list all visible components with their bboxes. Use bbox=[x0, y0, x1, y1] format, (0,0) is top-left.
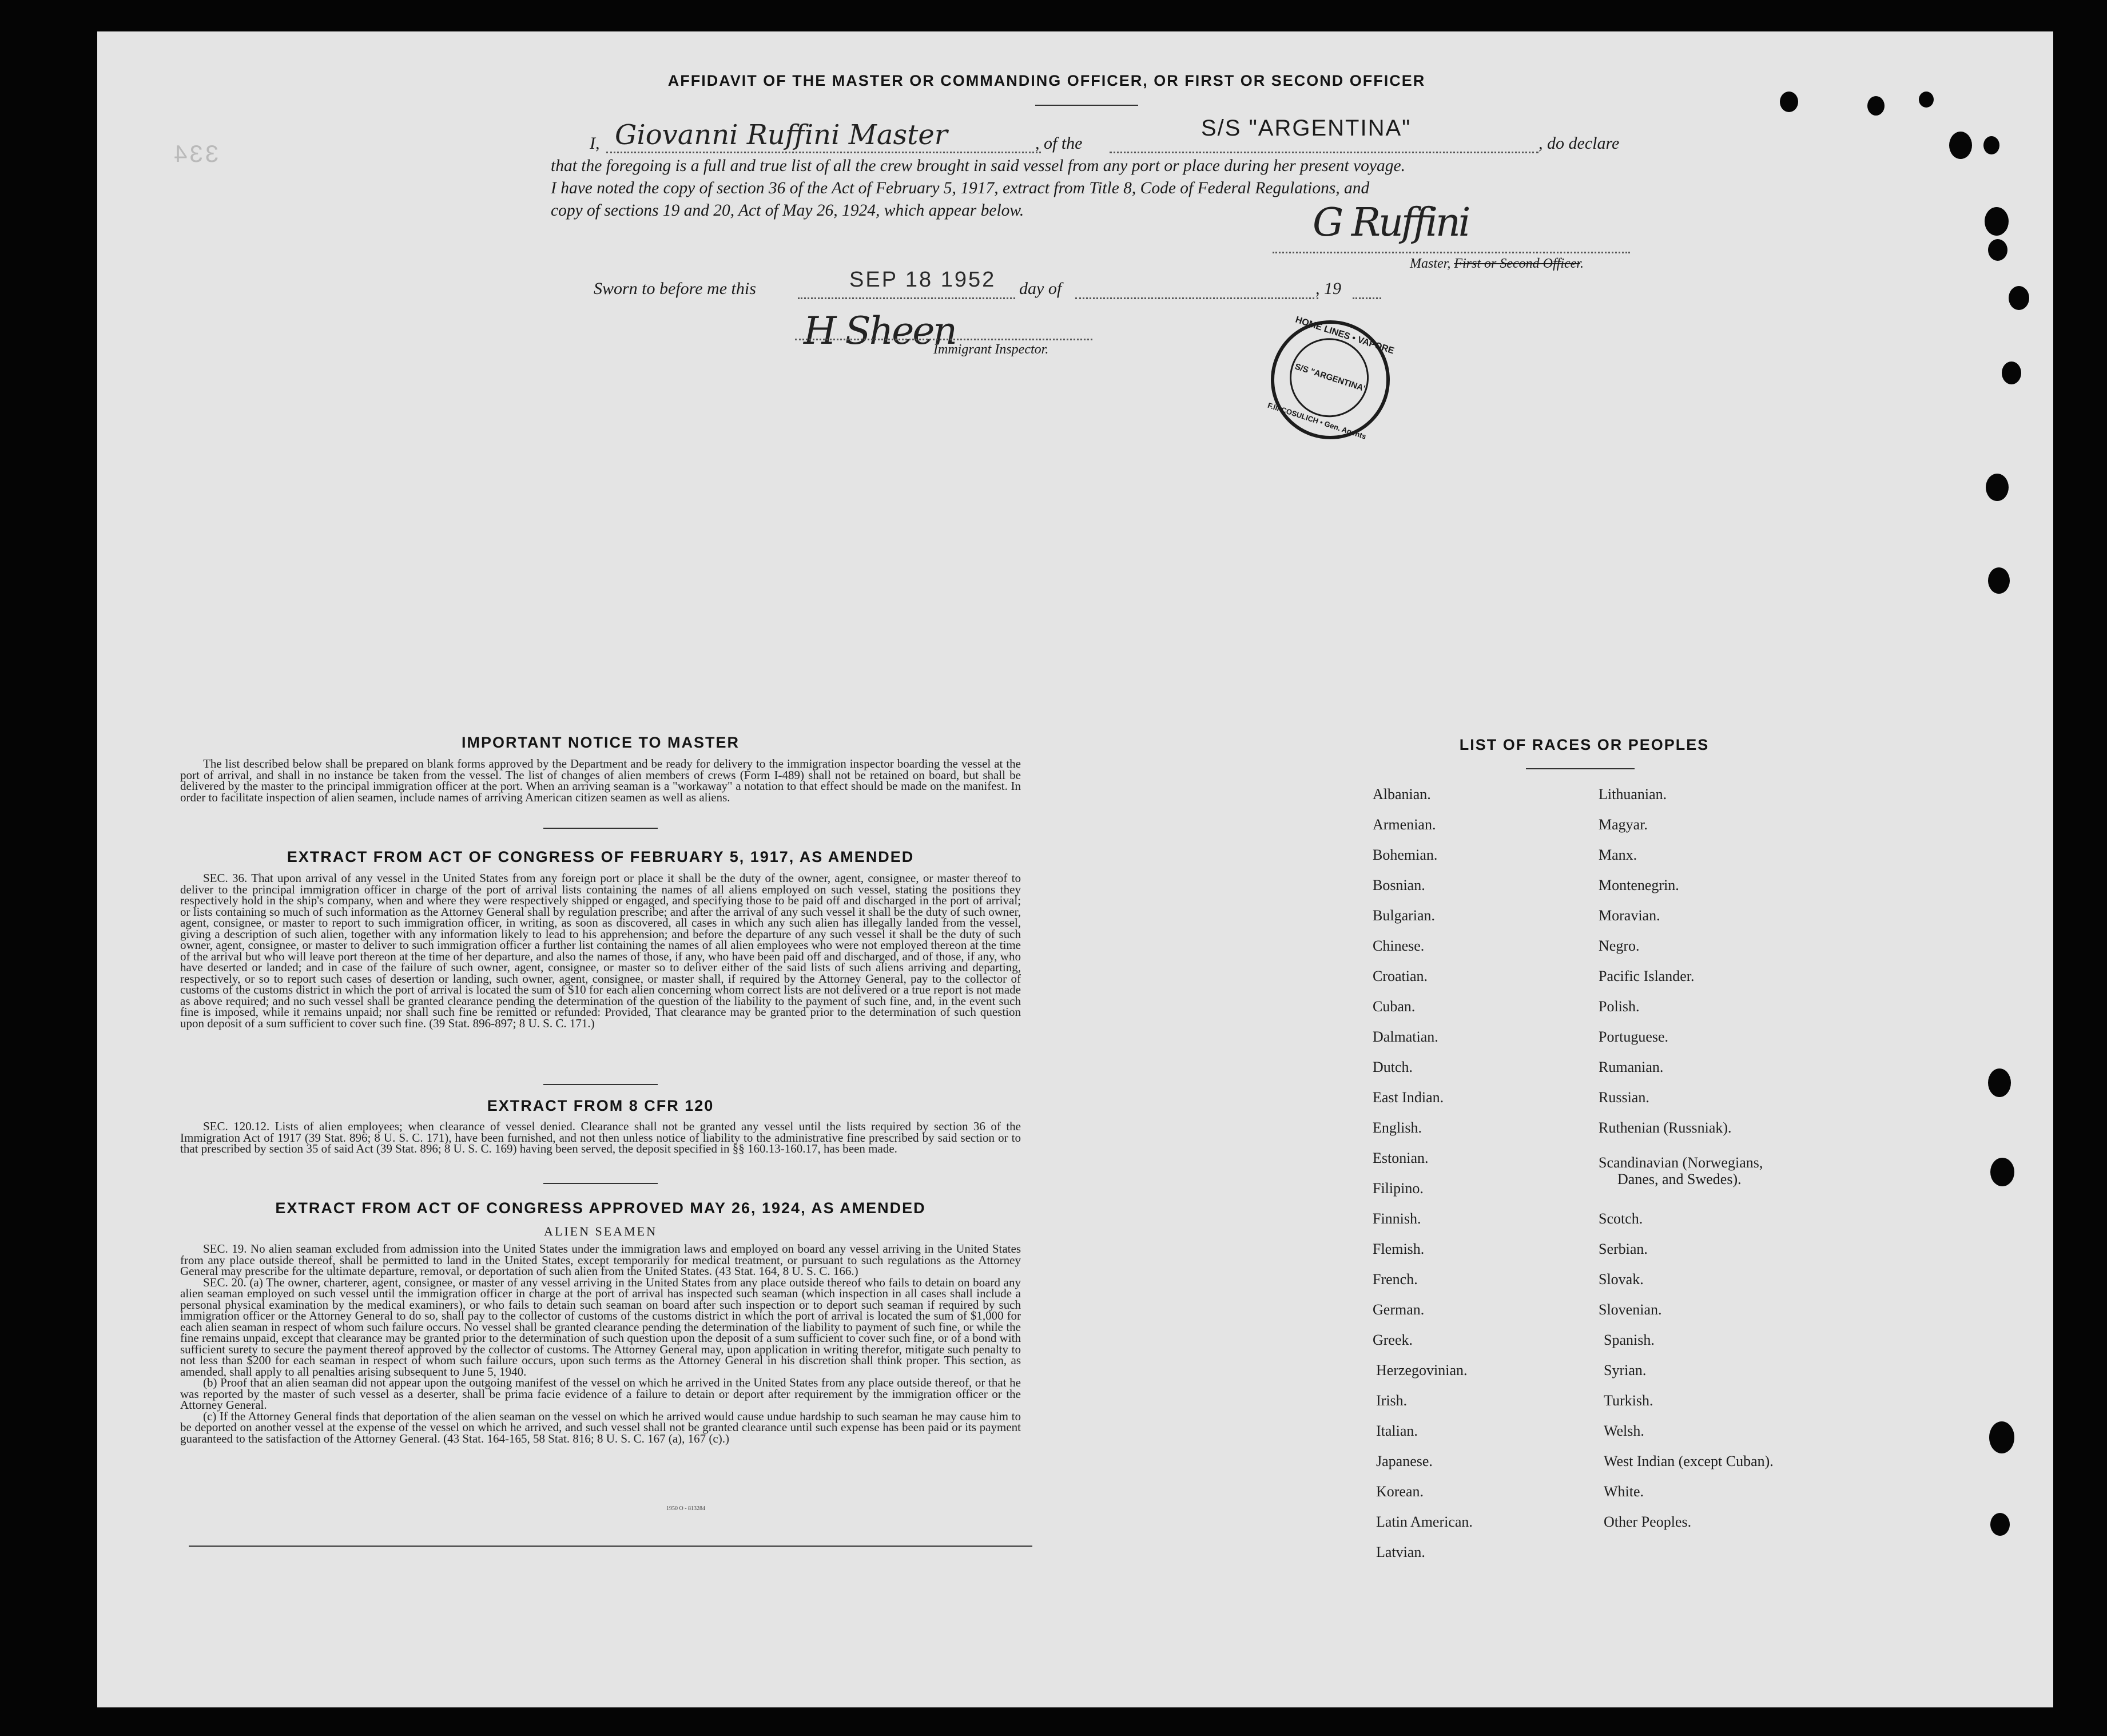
punch-hole bbox=[1985, 207, 2009, 236]
race-item: French. bbox=[1373, 1271, 1418, 1288]
sworn-year: , 19 bbox=[1315, 279, 1341, 298]
sec-20b-paragraph: (b) Proof that an alien seaman did not appear upon the outgoing manifest of the vessel on which he arrived in the United States from any place outside thereof, or that he was reported by the master of such vessel as a deserter, shall be prima facie evidence of a failure to detain or deport after requirement by the immigration officer or the Attorney General. bbox=[180, 1376, 1021, 1412]
race-item: Bohemian. bbox=[1373, 847, 1438, 863]
affidavit-i: I, bbox=[590, 134, 600, 153]
notice-body: The list described below shall be prepared on blank forms approved by the Department and be ready for delivery to the immigration inspector boarding the vessel at the port of arrival, and shall in no instance be taken from the vessel. The list of changes of alien members of crews (Form I-489) shall not be retained on board, but shall be delivered by the master to the principal immigration officer at the port. When an arriving seaman is a "workaway" a notation to that effect should be made on the manifest. In order to facilitate inspection of alien seamen, include names of arriving American citizen seamen as well as aliens. bbox=[180, 757, 1021, 804]
sec-20c-paragraph: (c) If the Attorney General finds that deportation of the alien seaman on the vessel on which he arrived would cause undue hardship to such seaman he may cause him to be deported on another vessel at the expense of the vessel on which he arrived, and such vessel shall not be granted clearance until such expense has been paid or its payment guaranteed to the satisfaction of the Attorney General. (43 Stat. 164-165, 58 Stat. 816; 8 U. S. C. 167 (a), 167 (c).) bbox=[180, 1409, 1021, 1445]
extract-1917-rule bbox=[543, 1084, 658, 1085]
inspector-signature: H Sheen bbox=[804, 309, 956, 353]
race-item: Estonian. bbox=[1373, 1150, 1429, 1166]
race-item: White. bbox=[1604, 1483, 1644, 1500]
extract-1924-body bbox=[180, 1244, 1021, 1444]
extract-1924-title: EXTRACT FROM ACT OF CONGRESS APPROVED MAY 26, 1924, AS AMENDED bbox=[275, 1199, 926, 1217]
race-item: Flemish. bbox=[1373, 1241, 1425, 1257]
extract-cfr-title: EXTRACT FROM 8 CFR 120 bbox=[487, 1097, 714, 1114]
extract-cfr-body: SEC. 120.12. Lists of alien employees; when clearance of vessel denied. Clearance shall not be granted any vessel until the lists required by section 36 of the Immigration Act of 1917 (39 Stat. 896; 8 U. S. C. 171), have been furnished, and not then unless notice of liability to the administrative fine prescribed by said section or to that prescribed by section 35 of said Act (39 Stat. 896; 8 U. S. C. 169) having been served, the deposit specified in §§ 160.13-160.17, has been made. bbox=[180, 1119, 1021, 1155]
signature-line bbox=[1273, 252, 1630, 253]
punch-hole bbox=[1949, 132, 1972, 159]
affidavit-title: AFFIDAVIT OF THE MASTER OR COMMANDING OFFICER, OR FIRST OR SECOND OFFICER bbox=[667, 72, 1426, 89]
race-item: Other Peoples. bbox=[1604, 1513, 1692, 1530]
race-item: Montenegrin. bbox=[1599, 877, 1679, 893]
race-item: Greek. bbox=[1373, 1332, 1413, 1348]
title-rule bbox=[1035, 105, 1138, 106]
name-line bbox=[606, 152, 1041, 153]
race-item: Slovenian. bbox=[1599, 1301, 1662, 1318]
race-item: Latvian. bbox=[1376, 1544, 1425, 1560]
race-item: Slovak. bbox=[1599, 1271, 1644, 1288]
stamp-top-text: HOME LINES • VAPORE bbox=[1294, 315, 1396, 356]
master-signature: G Ruffini bbox=[1313, 200, 1469, 245]
race-item: Chinese. bbox=[1373, 937, 1425, 954]
affidavit-line-3: I have noted the copy of section 36 of the Act of February 5, 1917, extract from Title 8, Code of Federal Regulations, and bbox=[551, 179, 1370, 197]
races-rule bbox=[1526, 768, 1635, 769]
extract-1917-body: SEC. 36. That upon arrival of any vessel in the United States from any foreign port or place it shall be the duty of the owner, agent, consignee, or master thereof to deliver to the principal immigration officer in charge of the port of arrival lists containing the names of all aliens employed on such vessel, stating the positions they respectively hold in the ship's company, when and where they were respectively shipped or engaged, and specifying those to be paid off and discharged in the port of arrival; or lists containing so much of such information as the Attorney General shall by regulation prescribe; and after the arrival of any such vessel it shall be the duty of such owner, agent, consignee, or master to report to such immigration officer, in writing, as soon as discovered, all cases in which any such alien has illegally landed from the vessel, giving a description of such alien, together with any information likely to lead to his apprehension; and before the departure of any such vessel it shall be the duty of such owner, agent, consignee, or master to deliver to such immigration officer a further list containing the names of all alien employees who were not employed thereon at the time of the arrival but who will leave port thereon at the time of her departure, and also the names of those, if any, who have been paid off and discharged, and of those, if any, who have deserted or landed; and in case of the failure of such owner, agent, consignee, or master so to deliver either of the said lists of such aliens arriving and departing, respectively, or so to report such cases of desertion or landing, such owner, agent, consignee, or master shall, if required by the Attorney General, pay to the collector of customs of the customs district in which the port of arrival is located the sum of $10 for each alien concerning whom correct lists are not delivered or a true report is not made as above required; and no such vessel shall be granted clearance pending the determination of the question of the liability to the payment of such fine, and, in the event such fine is imposed, while it remains unpaid; nor shall such fine be remitted or refunded: Provided, That clearance may be granted prior to the determination of such question upon deposit of a sum sufficient to cover such fine. (39 Stat. 896-897; 8 U. S. C. 171.) bbox=[180, 871, 1021, 1030]
race-item: Syrian. bbox=[1604, 1362, 1647, 1379]
race-item: Turkish. bbox=[1604, 1392, 1653, 1409]
punch-hole bbox=[1988, 1068, 2011, 1097]
affidavit-line-2: that the foregoing is a full and true list of all the crew brought in said vessel from any port or place during her present voyage. bbox=[551, 157, 1405, 175]
race-item: Japanese. bbox=[1376, 1453, 1433, 1469]
date-stamp: SEP 18 1952 bbox=[849, 268, 996, 292]
punch-hole bbox=[2002, 361, 2021, 384]
sworn-month-line bbox=[1075, 297, 1318, 299]
race-item: Pacific Islander. bbox=[1599, 968, 1695, 984]
signature-label-struck: First or Second Officer bbox=[1454, 256, 1580, 271]
affidavit-of-the: , of the bbox=[1035, 134, 1083, 153]
race-item: Finnish. bbox=[1373, 1210, 1421, 1227]
race-item: Herzegovinian. bbox=[1376, 1362, 1468, 1379]
punch-hole bbox=[2009, 286, 2029, 310]
race-item: Bosnian. bbox=[1373, 877, 1425, 893]
sworn-date-line bbox=[798, 297, 1015, 299]
race-item: Danes, and Swedes). bbox=[1617, 1171, 1742, 1187]
race-item: German. bbox=[1373, 1301, 1425, 1318]
affidavit-line-4: copy of sections 19 and 20, Act of May 26, 1924, which appear below. bbox=[551, 201, 1024, 220]
signature-label-master: Master, bbox=[1410, 256, 1454, 271]
punch-hole bbox=[1867, 96, 1885, 116]
sworn-prefix: Sworn to before me this bbox=[594, 279, 756, 298]
punch-hole bbox=[1990, 1158, 2014, 1186]
race-item: Portuguese. bbox=[1599, 1028, 1669, 1045]
punch-hole bbox=[1983, 136, 1999, 154]
punch-hole bbox=[1988, 567, 2010, 594]
race-item: Croatian. bbox=[1373, 968, 1428, 984]
notice-rule bbox=[543, 828, 658, 829]
vessel-line bbox=[1110, 152, 1538, 153]
punch-hole bbox=[1989, 1421, 2014, 1453]
vessel-name: S/S "ARGENTINA" bbox=[1201, 116, 1412, 141]
race-item: Dutch. bbox=[1373, 1059, 1413, 1075]
race-item: East Indian. bbox=[1373, 1089, 1444, 1106]
print-code: 1950 O - 813284 bbox=[666, 1505, 706, 1512]
race-item: Albanian. bbox=[1373, 786, 1431, 803]
punch-hole bbox=[1988, 239, 2007, 261]
race-item: Spanish. bbox=[1604, 1332, 1655, 1348]
signature-label bbox=[1410, 256, 1584, 272]
race-item: Dalmatian. bbox=[1373, 1028, 1438, 1045]
margin-mark: 334 bbox=[172, 140, 219, 167]
race-item: Welsh. bbox=[1604, 1423, 1644, 1439]
race-item: Moravian. bbox=[1599, 907, 1660, 924]
punch-hole bbox=[1990, 1513, 2010, 1536]
stamp-bottom-text: F.lli COSULICH • Gen. Agents bbox=[1266, 400, 1367, 441]
race-item: Armenian. bbox=[1373, 816, 1436, 833]
notice-title: IMPORTANT NOTICE TO MASTER bbox=[462, 734, 740, 751]
sec-20a-paragraph: SEC. 20. (a) The owner, charterer, agent, consignee, or master of any vessel arriving in the United States from any place outside thereof who fails to detain on board any alien seaman employed on such vessel until the immigration officer in charge at the port of arrival has inspected such seaman (which inspection in all cases shall include a personal physical examination by the medical examiners), or who fails to detain such seaman on board after such inspection or to deport such seaman if required by such immigration officer or the Attorney General to do so, shall pay to the collector of customs of the customs district in which the port of arrival is located the sum of $1,000 for each alien seaman in respect of whom such failure occurs. No vessel shall be granted clearance pending the determination of the liability to payment of such fine, or while the fine remains unpaid, except that clearance may be granted prior to the determination of such question upon the deposit of a sum sufficient to cover such fine, or of a bond with sufficient surety to secure the payment thereof approved by the collector of customs. The Attorney General may, upon application in writing therefor, mitigate such penalty to not less than $200 for each seaman in respect of whom such failure occurs, upon such terms as the Attorney General in his discretion shall think proper. This section, as amended, shall apply to all penalties arising subsequent to June 5, 1940. bbox=[180, 1275, 1021, 1379]
race-item: Korean. bbox=[1376, 1483, 1424, 1500]
race-item: Rumanian. bbox=[1599, 1059, 1664, 1075]
race-item: Scotch. bbox=[1599, 1210, 1643, 1227]
race-item: Polish. bbox=[1599, 998, 1640, 1015]
race-item: Serbian. bbox=[1599, 1241, 1648, 1257]
sworn-year-line bbox=[1353, 297, 1381, 299]
master-name-handwritten: Giovanni Ruffini Master bbox=[615, 119, 948, 151]
sec-19-paragraph: SEC. 19. No alien seaman excluded from admission into the United States under the immigration laws and employed on board any vessel arriving in the United States from any place outside thereof, shall be permitted to land in the United States, except temporarily for medical treatment, or pursuant to such regulations as the Attorney General may prescribe for the ultimate departure, removal, or deportation of such alien from the United States. (43 Stat. 164, 8 U. S. C. 166.) bbox=[180, 1242, 1021, 1278]
affidavit-declare: , do declare bbox=[1538, 134, 1620, 153]
race-item: Manx. bbox=[1599, 847, 1637, 863]
race-item: Scandinavian (Norwegians, bbox=[1599, 1154, 1763, 1171]
race-item: Latin American. bbox=[1376, 1513, 1473, 1530]
race-item: West Indian (except Cuban). bbox=[1604, 1453, 1774, 1469]
race-item: Negro. bbox=[1599, 937, 1640, 954]
signature-label-end: . bbox=[1580, 256, 1584, 271]
race-item: Italian. bbox=[1376, 1423, 1418, 1439]
punch-hole bbox=[1986, 474, 2009, 501]
extract-1917-title: EXTRACT FROM ACT OF CONGRESS OF FEBRUARY 5, 1917, AS AMENDED bbox=[287, 848, 915, 865]
races-title: LIST OF RACES OR PEOPLES bbox=[1459, 736, 1710, 753]
race-item: Magyar. bbox=[1599, 816, 1648, 833]
inspector-label: Immigrant Inspector. bbox=[933, 342, 1049, 357]
race-item: Irish. bbox=[1376, 1392, 1408, 1409]
stamp-middle-text: S/S "ARGENTINA" bbox=[1293, 361, 1369, 395]
punch-hole bbox=[1780, 92, 1798, 112]
race-item: English. bbox=[1373, 1119, 1422, 1136]
bottom-rule bbox=[189, 1546, 1032, 1547]
race-item: Cuban. bbox=[1373, 998, 1416, 1015]
punch-hole bbox=[1919, 92, 1934, 108]
extract-cfr-rule bbox=[543, 1183, 658, 1184]
race-item: Filipino. bbox=[1373, 1180, 1424, 1197]
race-item: Bulgarian. bbox=[1373, 907, 1436, 924]
race-item: Ruthenian (Russniak). bbox=[1599, 1119, 1732, 1136]
sworn-day-of: day of bbox=[1019, 279, 1062, 298]
race-item: Russian. bbox=[1599, 1089, 1649, 1106]
extract-1924-subtitle: ALIEN SEAMEN bbox=[544, 1224, 657, 1238]
race-item: Lithuanian. bbox=[1599, 786, 1667, 803]
inspector-line bbox=[795, 339, 1092, 340]
